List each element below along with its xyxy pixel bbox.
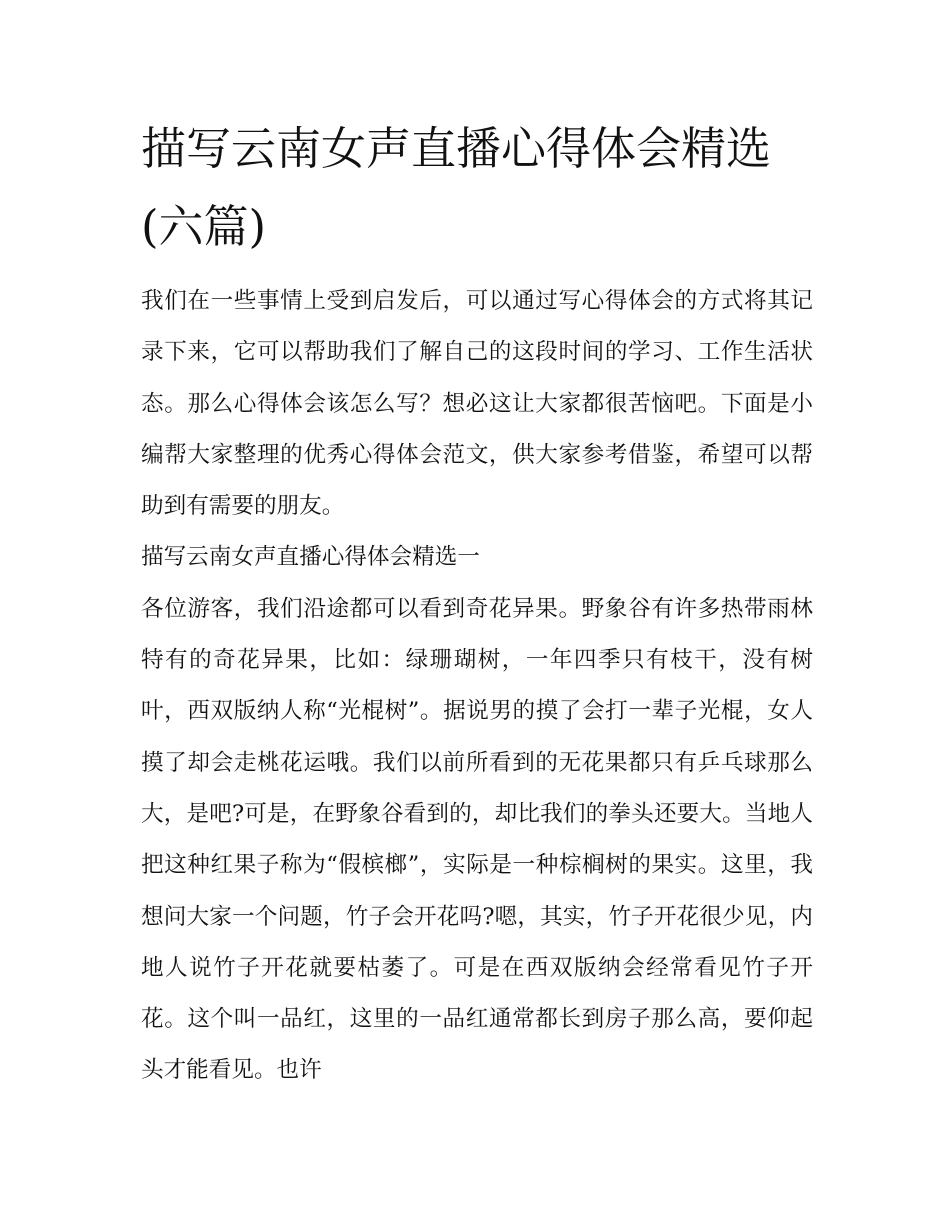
section-paragraph: 各位游客，我们沿途都可以看到奇花异果。野象谷有许多热带雨林特有的奇花异果，比如：绿珊瑚树，一年四季只有枝干，没有树叶，西双版纳人称“光棍树”。据说男的摸了会打一辈子光棍，女人摸了却会走桃花运哦。我们以前所看到的无花果都只有乒乓球那么大，是吧?可是，在野象谷看到的，却比我们的拳头还要大。当地人把这种红果子称为“假槟榔”，实际是一种棕榈树的果实。这里，我想问大家一个问题，竹子会开花吗?嗯，其实，竹子开花很少见，内地人说竹子开花就要枯萎了。可是在西双版纳会经常看见竹子开花。这个叫一品红，这里的一品红通常都长到房子那么高，要仰起头才能看见。也许 [141,595,813,1084]
document-content [141,110,813,1097]
document-title: 描写云南女声直播心得体会精选(六篇) [141,122,772,253]
intro-paragraph: 我们在一些事情上受到启发后，可以通过写心得体会的方式将其记录下来，它可以帮助我们了解自己的这段时间的学习、工作生活状态。那么心得体会该怎么写？想必这让大家都很苦恼吧。下面是小编帮大家整理的优秀心得体会范文，供大家参考借鉴，希望可以帮助到有需要的朋友。 [141,288,813,520]
section-heading: 描写云南女声直播心得体会精选一 [141,544,480,571]
